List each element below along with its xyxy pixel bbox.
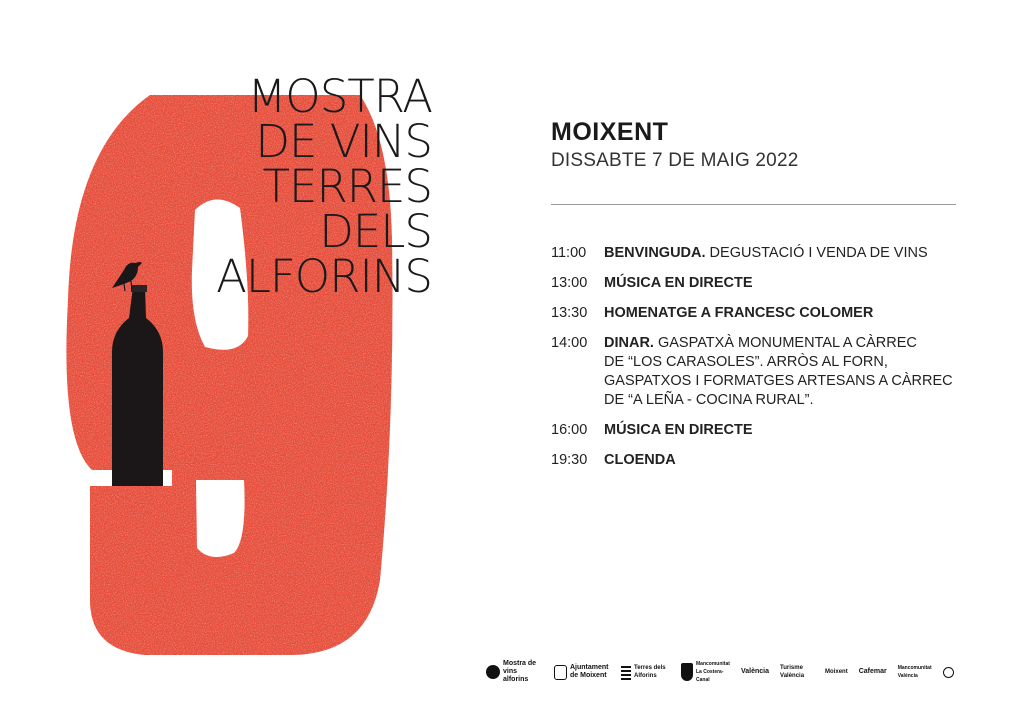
sponsor-logo: Terres dels Alforins [621,659,670,685]
schedule-title: HOMENATGE A FRANCESC COLOMER [604,305,874,321]
schedule-description [604,244,971,263]
sponsor-logo: Mancomunitat La Costera-Canal [681,659,730,685]
schedule-row [551,421,971,440]
title-line: DE VINS [255,115,432,168]
schedule-description [604,304,971,323]
town-name: MOIXENT [551,118,669,146]
sponsor-logo: Mostra de vins alforins [486,659,543,685]
schedule-title: BENVINGUDA. [604,245,706,261]
title-line: ALFORINS [216,250,432,303]
title-line: MOSTRA [247,70,432,123]
schedule-time: 13:30 [551,305,588,321]
schedule-row [551,274,971,293]
schedule-description [604,334,971,410]
title-line: TERRES [262,160,432,213]
schedule-row [551,244,971,263]
sponsor-logo: Ajuntament de Moixent [554,659,610,685]
schedule-title: MÚSICA EN DIRECTE [604,275,753,291]
schedule-detail-line: GASPATXÀ MONUMENTAL A CÀRREC [657,335,917,351]
sponsor-logo: València [741,668,770,675]
schedule-time: 13:00 [551,275,588,291]
event-title [200,70,432,303]
schedule-row [551,304,971,323]
schedule-title: CLOENDA [604,452,676,468]
sponsor-logo [943,659,954,685]
event-date: DISSABTE 7 DE MAIG 2022 [551,150,799,171]
title-line: DELS [319,205,432,258]
sponsor-logo: Cafemar [858,668,887,675]
sponsor-logos [486,656,966,688]
sponsor-logo: Mancomunitat València [897,665,932,679]
schedule-row [551,451,971,470]
schedule [551,244,971,481]
schedule-description [604,451,971,470]
schedule-time: 14:00 [551,335,588,351]
schedule-detail-line: DE “A LEÑA - COCINA RURAL”. [604,392,814,408]
divider [551,204,956,205]
sponsor-logo: Turisme València [780,665,805,679]
sponsor-logo: Moixent [825,669,848,675]
schedule-detail-line: DE “LOS CARASOLES”. ARRÒS AL FORN, [604,354,888,370]
schedule-detail-line: GASPATXOS I FORMATGES ARTESANS A CÀRREC [604,373,953,389]
schedule-description [604,274,971,293]
schedule-detail-line: DEGUSTACIÓ I VENDA DE VINS [709,245,928,261]
schedule-row [551,334,971,410]
schedule-time: 16:00 [551,422,588,438]
schedule-description [604,421,971,440]
schedule-time: 11:00 [551,245,587,261]
schedule-time: 19:30 [551,452,588,468]
schedule-title: MÚSICA EN DIRECTE [604,422,753,438]
schedule-title: DINAR. [604,335,654,351]
